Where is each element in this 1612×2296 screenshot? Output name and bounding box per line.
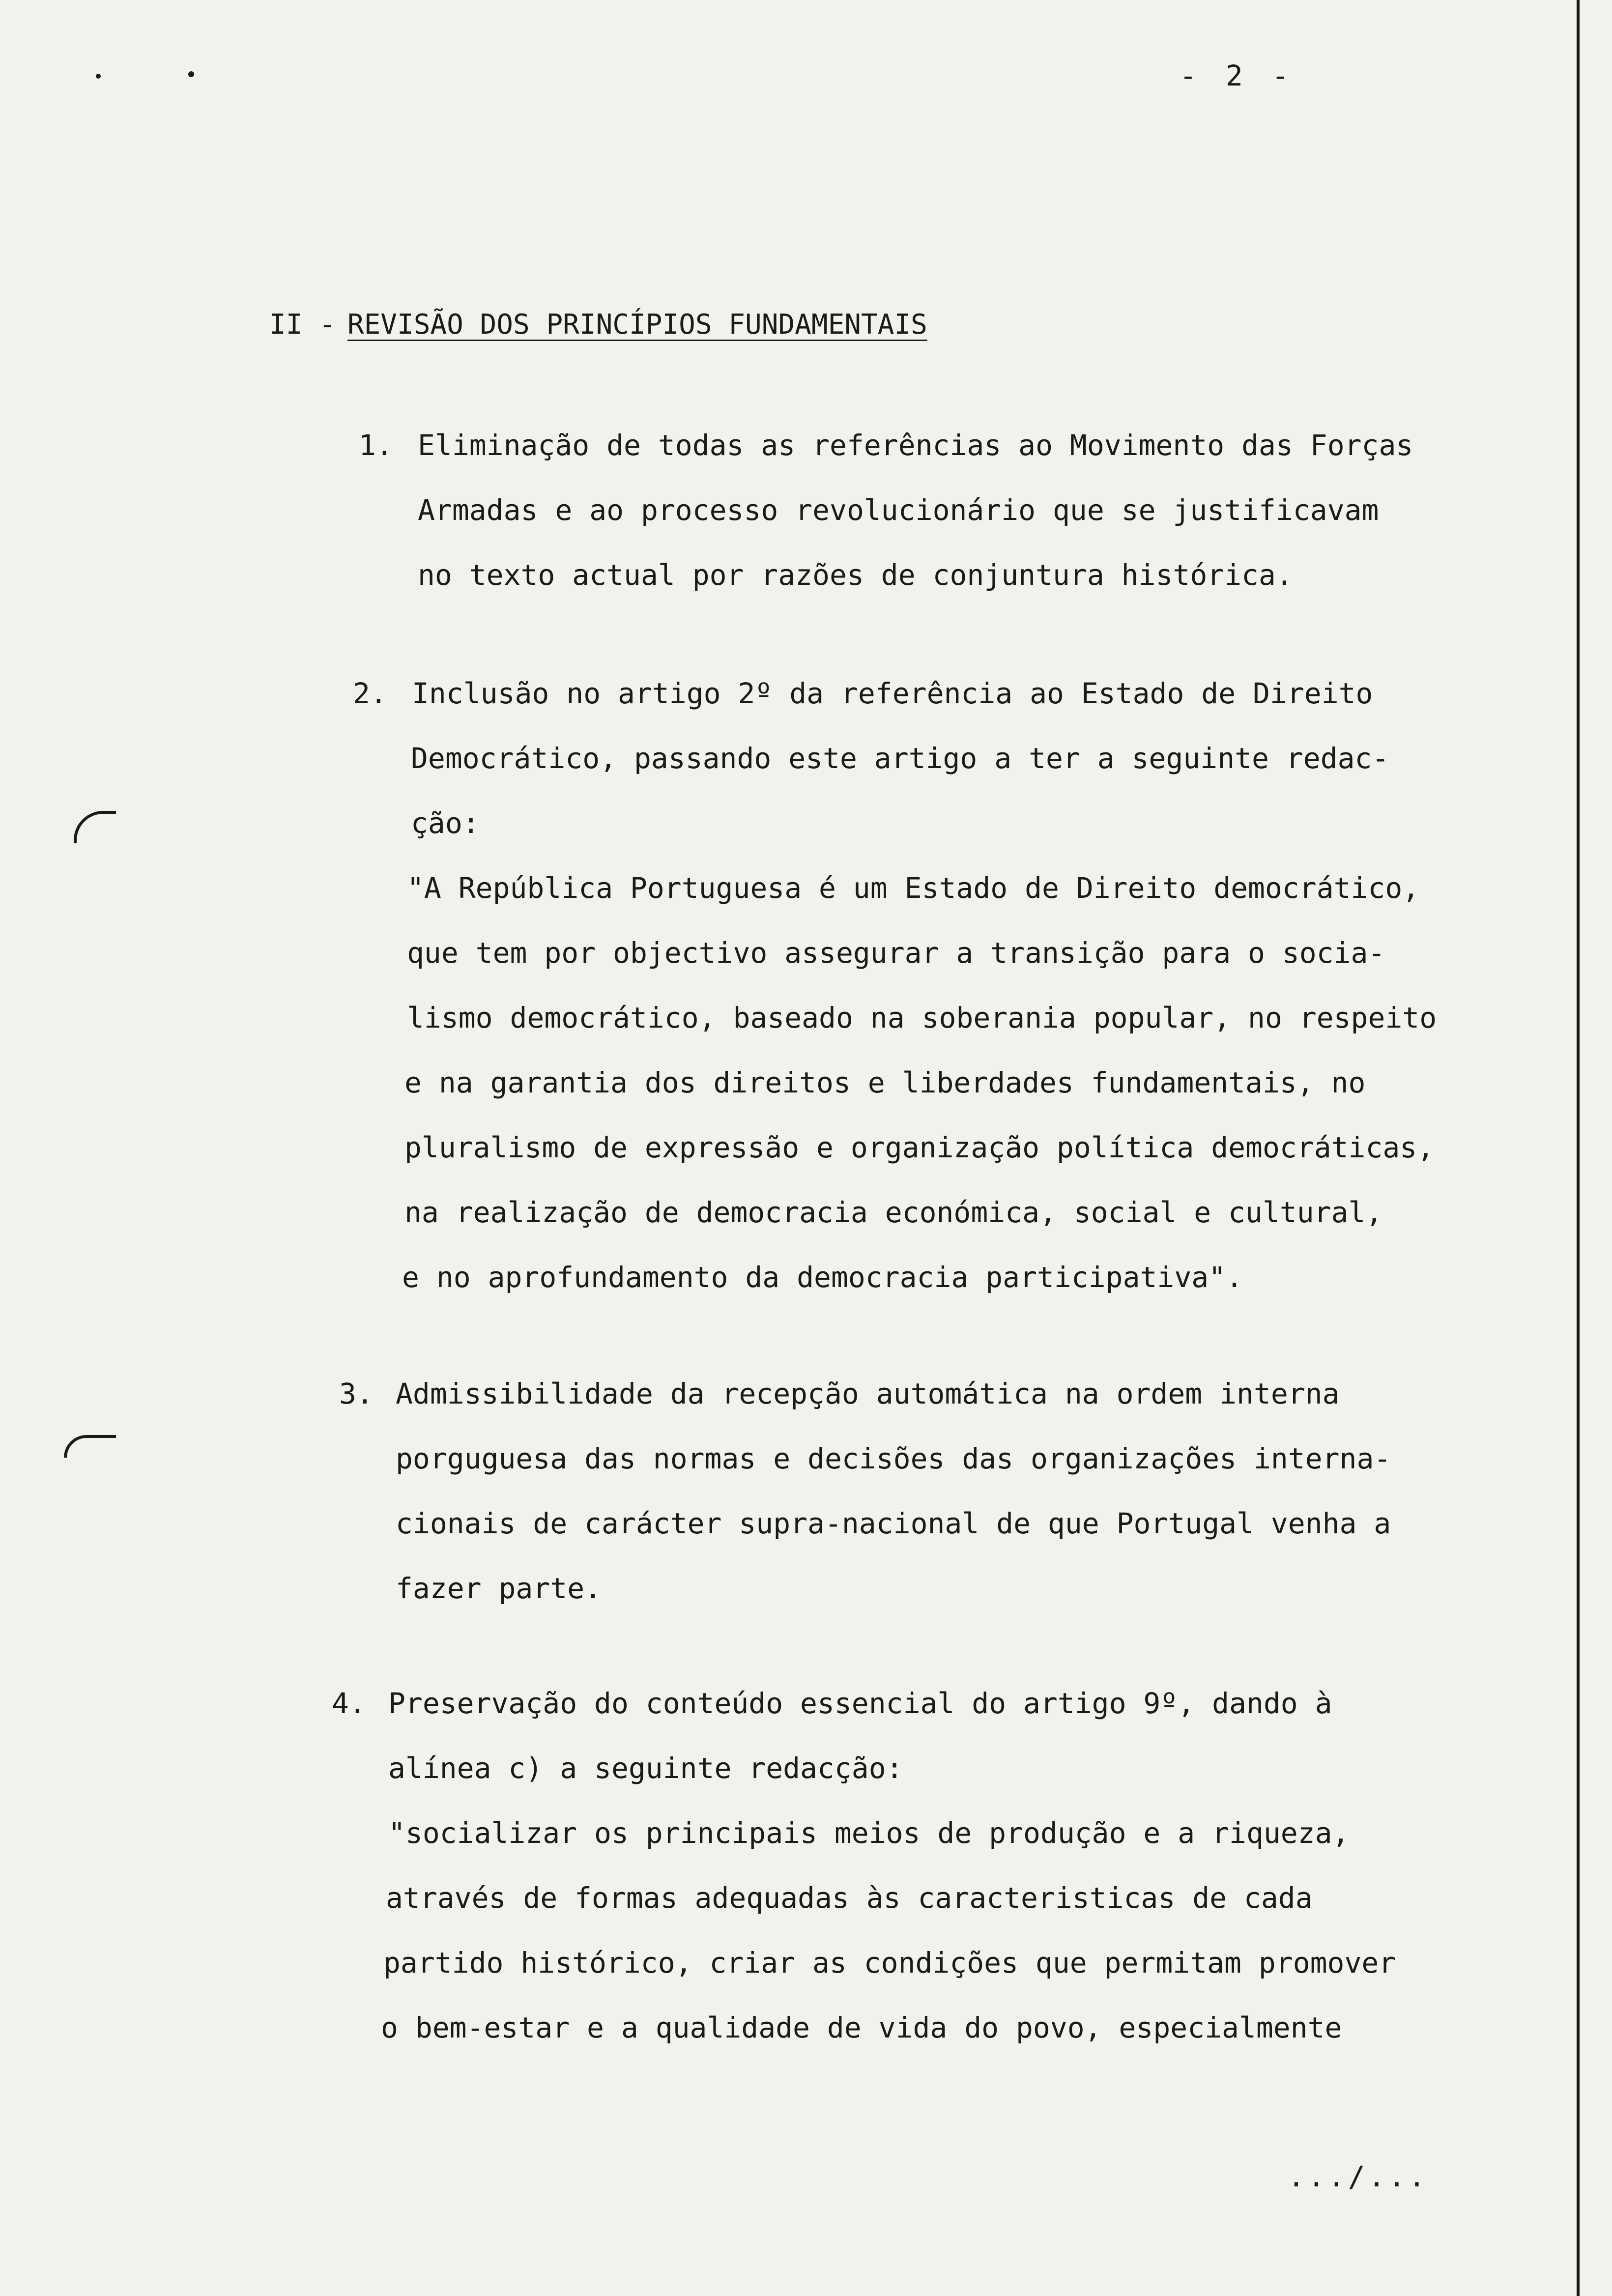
list-item-number: 2. (353, 677, 387, 710)
list-item-line: Preservação do conteúdo essencial do artigo 9º, dando à (388, 1687, 1332, 1720)
list-item-line: alínea c) a seguinte redacção: (388, 1751, 903, 1785)
quoted-text-line: através de formas adequadas às caracteristicas de cada (386, 1881, 1313, 1915)
quoted-text-line: pluralismo de expressão e organização política democráticas, (404, 1131, 1435, 1164)
quoted-text-line: que tem por objectivo assegurar a transição para o socia- (407, 936, 1385, 970)
page-edge-shadow (1577, 0, 1580, 2296)
section-title: REVISÃO DOS PRINCÍPIOS FUNDAMENTAIS (347, 309, 927, 341)
list-item-line: porguguesa das normas e decisões das organizações interna- (396, 1442, 1391, 1475)
list-item-line: no texto actual por razões de conjuntura histórica. (418, 558, 1293, 592)
list-item-number: 4. (332, 1687, 366, 1720)
list-item-line: cionais de carácter supra-nacional de que Portugal venha a (396, 1507, 1391, 1540)
section-roman-numeral: II - (269, 309, 336, 341)
list-item-line: Armadas e ao processo revolucionário que se justificavam (418, 493, 1379, 527)
list-item-line: Inclusão no artigo 2º da referência ao Estado de Direito (412, 677, 1373, 710)
list-item-line: Eliminação de todas as referências ao Movimento das Forças (418, 429, 1413, 462)
list-item-number: 3. (339, 1377, 374, 1410)
quoted-text-line: partido histórico, criar as condições que permitam promover (383, 1946, 1396, 1980)
punch-mark (188, 71, 194, 77)
quoted-text-line: o bem-estar e a qualidade de vida do povo, especialmente (381, 2011, 1342, 2044)
list-item-line: Admissibilidade da recepção automática na ordem interna (396, 1377, 1340, 1410)
list-item-line: ção: (411, 806, 480, 840)
continuation-marker: .../... (1288, 2160, 1429, 2193)
quoted-text-line: lismo democrático, baseado na soberania popular, no respeito (407, 1001, 1437, 1034)
quoted-text-line: na realização de democracia económica, social e cultural, (404, 1196, 1383, 1229)
handwritten-mark (64, 1435, 116, 1458)
handwritten-mark (74, 811, 116, 843)
quoted-text-line: e no aprofundamento da democracia participativa". (402, 1261, 1243, 1294)
list-item-number: 1. (359, 429, 393, 462)
list-item-line: fazer parte. (396, 1572, 602, 1605)
quoted-text-line: "socializar os principais meios de produção e a riqueza, (388, 1816, 1350, 1850)
section-heading (269, 309, 927, 341)
punch-mark (96, 74, 101, 79)
quoted-text-line: "A República Portuguesa é um Estado de Direito democrático, (407, 871, 1420, 905)
page-number: - 2 - (1180, 59, 1295, 92)
quoted-text-line: e na garantia dos direitos e liberdades fundamentais, no (404, 1066, 1366, 1099)
list-item-line: Democrático, passando este artigo a ter a seguinte redac- (411, 742, 1389, 775)
